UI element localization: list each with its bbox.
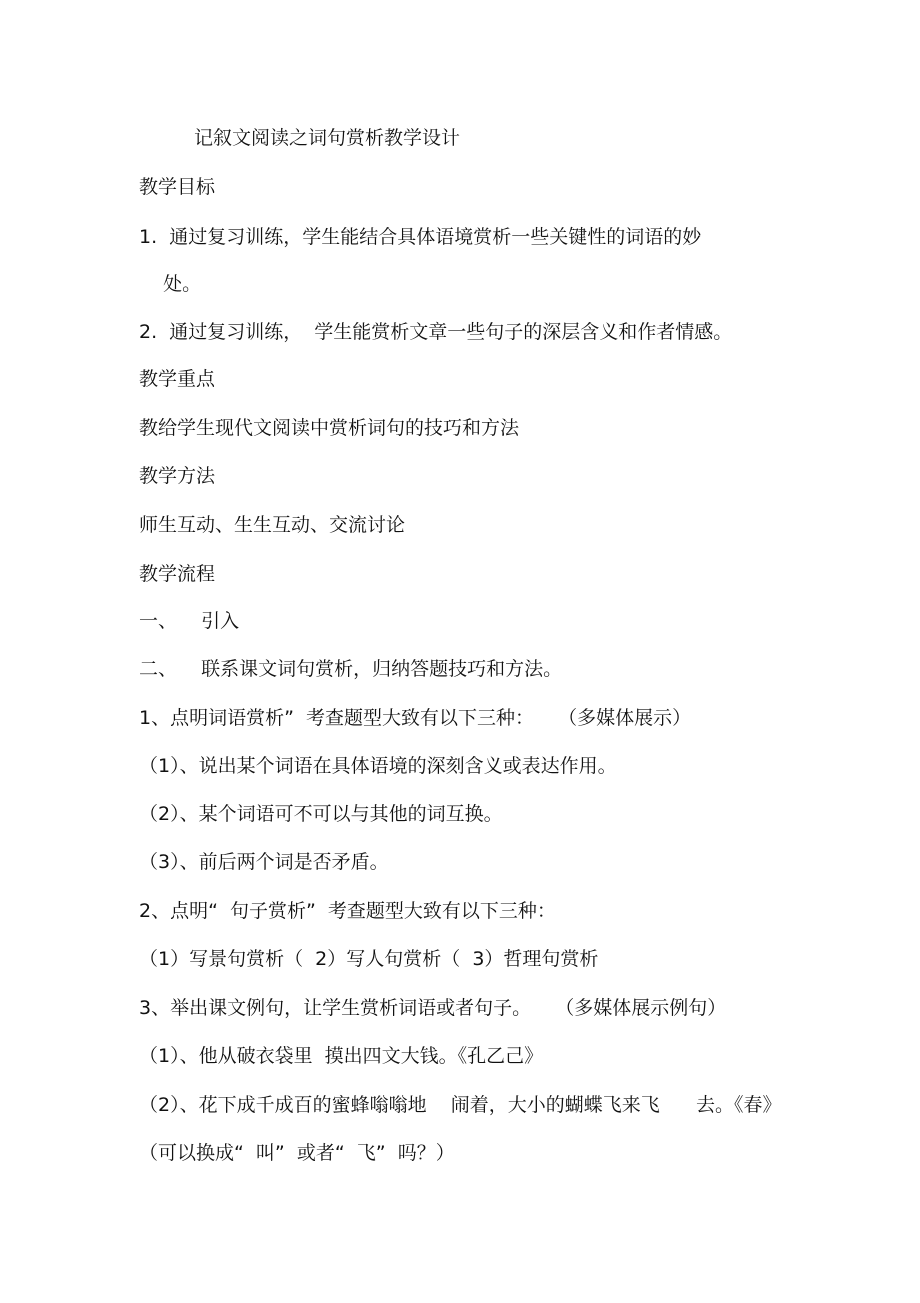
- heading-objectives: 教学目标: [139, 176, 216, 198]
- process-step-2: 二、 联系课文词句赏析，归纳答题技巧和方法。: [139, 658, 563, 680]
- heading-process: 教学流程: [139, 563, 216, 585]
- point-2-sentence-analysis: 2、点明“ 句子赏析” 考查题型大致有以下三种：: [139, 900, 556, 922]
- word-question-type-2: （2）、某个词语可不可以与其他的词互换。: [139, 803, 503, 825]
- process-step-1: 一、 引入: [139, 610, 240, 632]
- objective-2: 2. 通过复习训练， 学生能赏析文章一些句子的深层含义和作者情感。: [139, 321, 733, 343]
- objective-1: 1. 通过复习训练，学生能结合具体语境赏析一些关键性的词语的妙: [139, 226, 702, 248]
- example-2: （2）、花下成千成百的蜜蜂嗡嗡地 闹着，大小的蝴蝶飞来飞 去。《春》: [139, 1094, 782, 1116]
- point-3-examples: 3、举出课文例句，让学生赏析词语或者句子。 （多媒体展示例句）: [139, 997, 727, 1019]
- methods-text: 师生互动、生生互动、交流讨论: [139, 514, 406, 536]
- heading-key-points: 教学重点: [139, 368, 216, 390]
- objective-1-continued: 处。: [139, 273, 202, 295]
- example-2-question: （可以换成“ 叫” 或者“ 飞” 吗？）: [139, 1142, 455, 1164]
- key-points-text: 教给学生现代文阅读中赏析词句的技巧和方法: [139, 417, 520, 439]
- word-question-type-1: （1）、说出某个词语在具体语境的深刻含义或表达作用。: [139, 755, 617, 777]
- document-title: 记叙文阅读之词句赏析教学设计: [194, 127, 461, 149]
- heading-methods: 教学方法: [139, 465, 216, 487]
- example-1: （1）、他从破衣袋里 摸出四文大钱。《孔乙己》: [139, 1045, 544, 1067]
- sentence-question-types: （1）写景句赏析（ 2）写人句赏析（ 3）哲理句赏析: [139, 948, 599, 970]
- point-1-word-analysis: 1、点明词语赏析” 考查题型大致有以下三种： （多媒体展示）: [139, 707, 692, 729]
- word-question-type-3: （3）、前后两个词是否矛盾。: [139, 851, 389, 873]
